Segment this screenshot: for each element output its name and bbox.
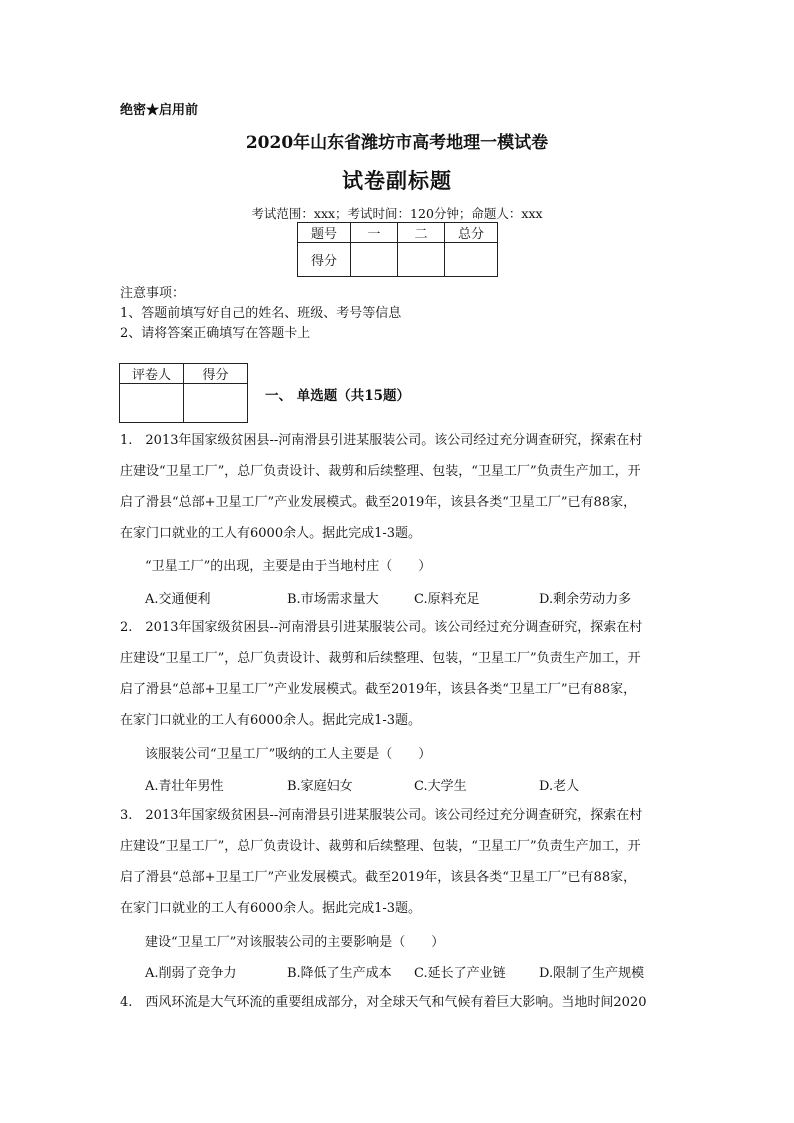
grader-score-cell bbox=[184, 384, 248, 423]
question-3-option-c: C.延长了产业链 bbox=[414, 966, 506, 981]
notice-item: 2、请将答案正确填写在答题卡上 bbox=[120, 326, 311, 341]
passage-line: 在家门口就业的工人有6000余人。据此完成1-3题。 bbox=[120, 713, 422, 728]
question-1-option-c: C.原料充足 bbox=[414, 592, 480, 607]
grader-cell bbox=[120, 384, 184, 423]
question-2-passage bbox=[120, 612, 680, 736]
passage-line: 1. 2013年国家级贫困县--河南滑县引进某服装公司。该公司经过充分调查研究，探索在村 bbox=[120, 433, 643, 448]
score-cell bbox=[351, 243, 398, 277]
score-header-total: 总分 bbox=[445, 223, 498, 243]
passage-line: 启了滑县“总部+卫星工厂”产业发展模式。截至2019年，该县各类“卫星工厂”已有88家， bbox=[120, 682, 637, 697]
passage-line: 启了滑县“总部+卫星工厂”产业发展模式。截至2019年，该县各类“卫星工厂”已有88家， bbox=[120, 495, 637, 510]
question-3-option-a: A.削弱了竞争力 bbox=[145, 966, 237, 981]
question-2-option-d: D.老人 bbox=[539, 779, 580, 794]
passage-line: 2. 2013年国家级贫困县--河南滑县引进某服装公司。该公司经过充分调查研究，探索在村 bbox=[120, 620, 643, 635]
notice-item: 1、答题前填写好自己的姓名、班级、考号等信息 bbox=[120, 306, 402, 321]
passage-line: 庄建设“卫星工厂”，总厂负责设计、裁剪和后续整理、包装，“卫星工厂”负责生产加工，开 bbox=[120, 839, 641, 854]
score-table bbox=[297, 222, 498, 277]
score-header-part2: 二 bbox=[398, 223, 445, 243]
notice-title: 注意事项： bbox=[120, 286, 186, 301]
question-1-option-a: A.交通便利 bbox=[145, 592, 211, 607]
passage-line: 3. 2013年国家级贫困县--河南滑县引进某服装公司。该公司经过充分调查研究，探索在村 bbox=[120, 808, 643, 823]
grader-header: 评卷人 bbox=[120, 364, 184, 384]
score-header-part1: 一 bbox=[351, 223, 398, 243]
passage-line: 庄建设“卫星工厂”，总厂负责设计、裁剪和后续整理、包装，“卫星工厂”负责生产加工，开 bbox=[120, 651, 641, 666]
question-2-option-b: B.家庭妇女 bbox=[287, 779, 353, 794]
passage-line: 庄建设“卫星工厂”，总厂负责设计、裁剪和后续整理、包装，“卫星工厂”负责生产加工，开 bbox=[120, 464, 641, 479]
question-4-passage bbox=[120, 987, 680, 1018]
question-1-option-d: D.剩余劳动力多 bbox=[539, 592, 632, 607]
passage-line: 在家门口就业的工人有6000余人。据此完成1-3题。 bbox=[120, 901, 422, 916]
passage-line: 启了滑县“总部+卫星工厂”产业发展模式。截至2019年，该县各类“卫星工厂”已有88家， bbox=[120, 870, 637, 885]
score-row-label: 得分 bbox=[298, 243, 351, 277]
question-1-passage bbox=[120, 425, 680, 549]
question-3-stem: 建设“卫星工厂”对该服装公司的主要影响是（ ） bbox=[145, 935, 445, 950]
question-3-passage bbox=[120, 800, 680, 924]
question-2-stem: 该服装公司“卫星工厂”吸纳的工人主要是（ ） bbox=[145, 747, 432, 762]
score-header-number: 题号 bbox=[298, 223, 351, 243]
section-title: 一、 单选题（共15题） bbox=[265, 388, 410, 404]
question-1-option-b: B.市场需求量大 bbox=[287, 592, 379, 607]
question-2-option-c: C.大学生 bbox=[414, 779, 467, 794]
grader-score-header: 得分 bbox=[184, 364, 248, 384]
exam-info: 考试范围：xxx；考试时间：120分钟；命题人：xxx bbox=[251, 206, 543, 221]
passage-line: 在家门口就业的工人有6000余人。据此完成1-3题。 bbox=[120, 526, 422, 541]
question-1-stem: “卫星工厂”的出现，主要是由于当地村庄（ ） bbox=[145, 559, 432, 574]
score-cell bbox=[398, 243, 445, 277]
question-3-option-d: D.限制了生产规模 bbox=[539, 966, 645, 981]
question-3-option-b: B.降低了生产成本 bbox=[287, 966, 392, 981]
exam-title: 2020年山东省潍坊市高考地理一模试卷 bbox=[245, 133, 549, 153]
question-2-option-a: A.青壮年男性 bbox=[145, 779, 224, 794]
score-cell bbox=[445, 243, 498, 277]
exam-subtitle: 试卷副标题 bbox=[342, 168, 452, 193]
passage-line: 4. 西风环流是大气环流的重要组成部分，对全球天气和气候有着巨大影响。当地时间2020 bbox=[120, 995, 647, 1010]
secret-label: 绝密★启用前 bbox=[120, 103, 199, 118]
grader-table bbox=[119, 363, 248, 423]
